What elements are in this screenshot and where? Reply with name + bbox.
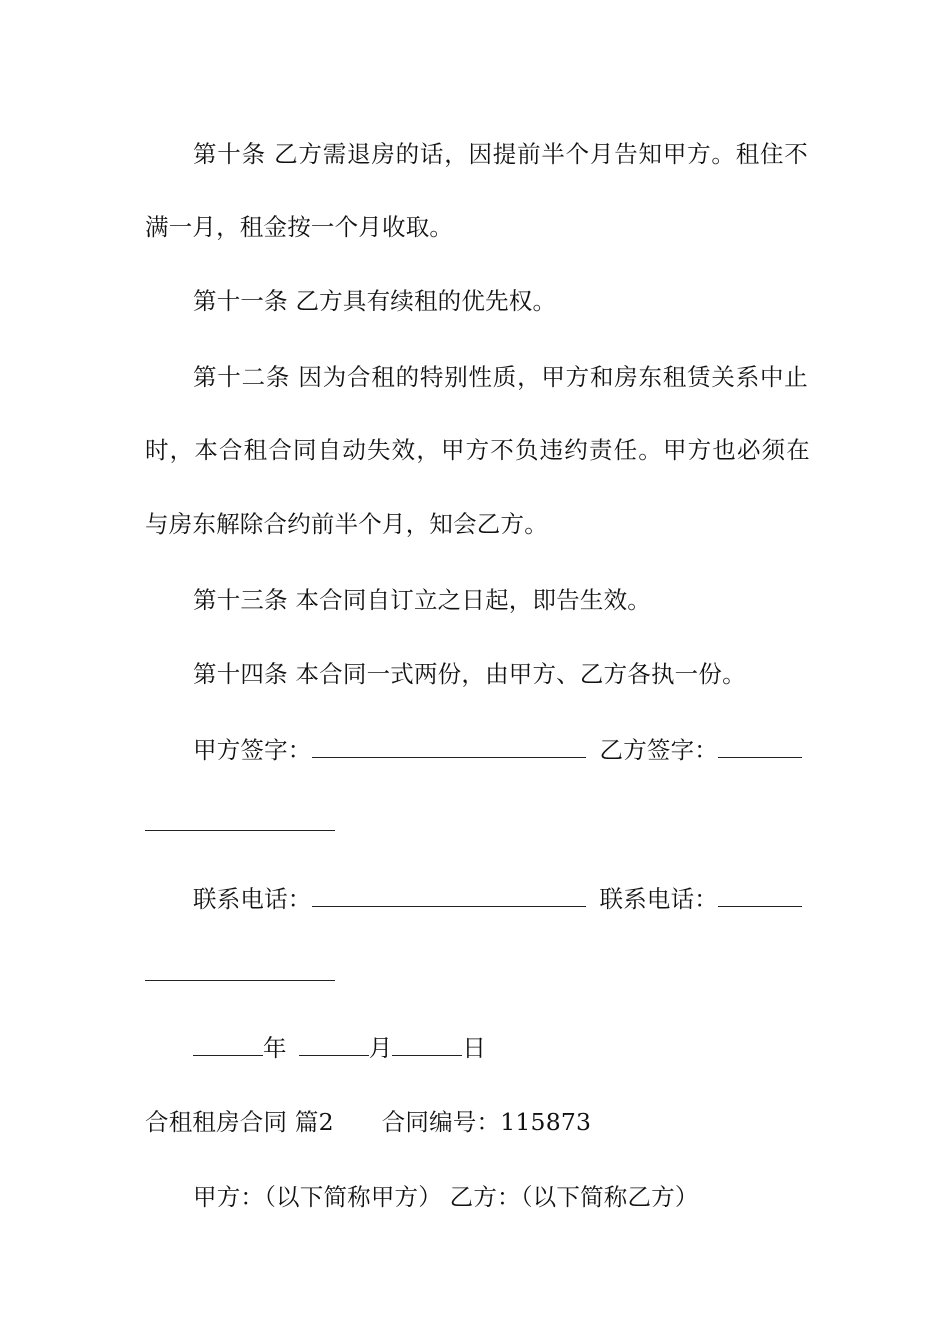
month-label: 月: [368, 1034, 393, 1062]
year-blank[interactable]: [193, 1033, 263, 1056]
phone-row: [193, 884, 808, 914]
section-2-heading: [145, 1107, 810, 1137]
party-a-phone-blank[interactable]: [312, 884, 586, 907]
party-a-signature-label: 甲方签字：: [193, 736, 312, 764]
date-row: [193, 1033, 808, 1063]
party-b-phone-label: 联系电话：: [599, 885, 718, 913]
article-14: 第十四条 本合同一式两份，由甲方、乙方各执一份。: [193, 660, 746, 688]
article-10-line-2: 满一月，租金按一个月收取。: [145, 213, 454, 241]
party-b-phone-blank[interactable]: [718, 884, 802, 907]
contract-no-value: 115873: [500, 1108, 592, 1136]
phone-continuation: [145, 958, 810, 988]
party-b-phone-blank-cont[interactable]: [145, 958, 335, 981]
article-10-line-1: 第十条 乙方需退房的话，因提前半个月告知甲方。租住不: [193, 140, 808, 168]
article-12-line-2: 时，本合租合同自动失效，甲方不负违约责任。甲方也必须在: [145, 436, 810, 464]
article-12-line-1: 第十二条 因为合租的特别性质，甲方和房东租赁关系中止: [193, 363, 808, 391]
day-blank[interactable]: [392, 1033, 462, 1056]
section-2-title: 合租租房合同 篇2: [145, 1108, 334, 1136]
party-a-signature-blank[interactable]: [312, 735, 586, 758]
year-label: 年: [263, 1034, 287, 1062]
signature-row: [193, 735, 808, 765]
article-12-line-3: 与房东解除合约前半个月，知会乙方。: [145, 510, 548, 538]
signature-continuation: [145, 808, 810, 838]
section-2-parties: 甲方：（以下简称甲方） 乙方：（以下简称乙方）: [193, 1183, 699, 1211]
party-b-signature-blank[interactable]: [718, 735, 802, 758]
article-13: 第十三条 本合同自订立之日起，即告生效。: [193, 586, 651, 614]
party-b-signature-blank-cont[interactable]: [145, 808, 335, 831]
article-11: 第十一条 乙方具有续租的优先权。: [193, 287, 557, 315]
party-b-signature-label: 乙方签字：: [599, 736, 718, 764]
contract-no-label: 合同编号：: [381, 1108, 501, 1136]
day-label: 日: [462, 1034, 487, 1062]
party-a-phone-label: 联系电话：: [193, 885, 312, 913]
month-blank[interactable]: [299, 1033, 369, 1056]
